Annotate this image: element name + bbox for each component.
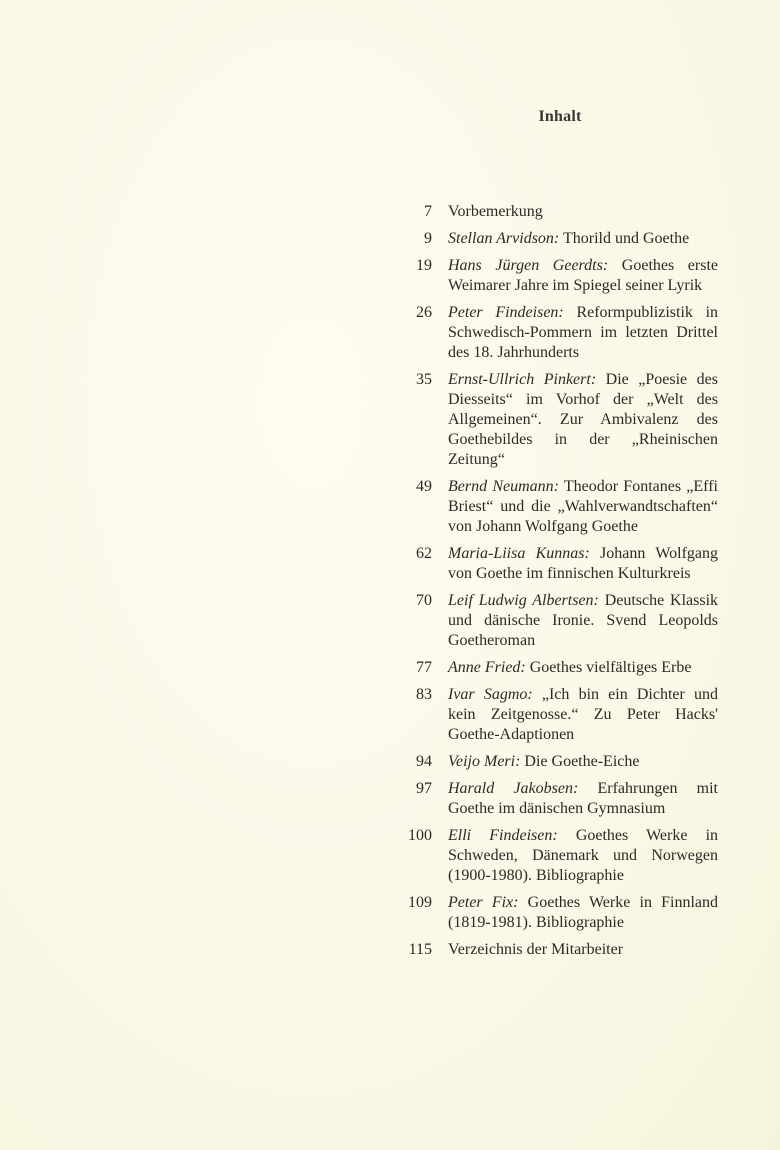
toc-entry — [380, 591, 720, 651]
author-name: Bernd Neumann: — [448, 478, 559, 495]
page-number: 49 — [416, 478, 432, 495]
author-name: Peter Fix: — [448, 894, 519, 911]
page-number: 26 — [416, 304, 432, 321]
page-number: 97 — [416, 780, 432, 797]
entry-text — [448, 779, 718, 819]
entry-text — [448, 303, 718, 363]
toc-entry — [380, 202, 720, 222]
entry-title: Goethes Werke in Finnland (1819-1981). Bibliographie — [448, 894, 719, 931]
author-name: Stellan Arvidson: — [448, 230, 560, 247]
toc-entry — [380, 477, 720, 537]
toc-entry — [380, 826, 720, 886]
author-name: Peter Findeisen: — [448, 304, 564, 321]
table-of-contents — [380, 202, 720, 967]
page-number: 70 — [416, 592, 432, 609]
author-name: Harald Jakobsen: — [448, 780, 579, 797]
entry-title: „Ich bin ein Dichter und kein Zeitgenosse.“ Zu Peter Hacks' Goethe-Adaptionen — [448, 686, 719, 743]
toc-entry — [380, 940, 720, 960]
entry-text — [448, 202, 718, 222]
entry-title: Vorbemerkung — [448, 203, 543, 220]
toc-entry — [380, 779, 720, 819]
entry-title: Deutsche Klassik und dänische Ironie. Svend Leopolds Goetheroman — [448, 592, 719, 649]
toc-entry — [380, 658, 720, 678]
author-name: Veijo Meri: — [448, 753, 521, 770]
entry-text — [448, 544, 718, 584]
page-number: 77 — [416, 659, 432, 676]
entry-title: Verzeichnis der Mitarbeiter — [448, 941, 624, 958]
toc-entry — [380, 752, 720, 772]
entry-title: Johann Wolfgang von Goethe im finnischen Kulturkreis — [448, 545, 719, 582]
entry-text — [448, 940, 718, 960]
entry-title: Reformpublizistik in Schwedisch-Pommern im letzten Drittel des 18. Jahrhunderts — [448, 304, 719, 361]
entry-text — [448, 256, 718, 296]
entry-text — [448, 591, 718, 651]
author-name: Ernst-Ullrich Pinkert: — [448, 371, 597, 388]
entry-text — [448, 826, 718, 886]
toc-entry — [380, 256, 720, 296]
entry-text — [448, 477, 718, 537]
page-number: 115 — [408, 941, 432, 958]
author-name: Maria-Liisa Kunnas: — [448, 545, 590, 562]
page-number: 19 — [416, 257, 432, 274]
author-name: Leif Ludwig Albertsen: — [448, 592, 599, 609]
author-name: Anne Fried: — [448, 659, 526, 676]
entry-text — [448, 685, 718, 745]
author-name: Elli Findeisen: — [448, 827, 558, 844]
page-number: 35 — [416, 371, 432, 388]
toc-entry — [380, 370, 720, 470]
entry-text — [448, 752, 718, 772]
toc-entry — [380, 229, 720, 249]
entry-title: Thorild und Goethe — [562, 230, 690, 247]
entry-title: Theodor Fontanes „Effi Briest“ und die „Wahlverwandtschaften“ von Johann Wolfgang Goethe — [448, 478, 718, 535]
author-name: Hans Jürgen Geerdts: — [448, 257, 609, 274]
page-number: 62 — [416, 545, 432, 562]
entry-text — [448, 229, 718, 249]
toc-entry — [380, 303, 720, 363]
page-number: 9 — [424, 230, 432, 247]
page-number: 100 — [408, 827, 432, 844]
entry-title: Die „Poesie des Diesseits“ im Vorhof der „Welt des Allgemeinen“. Zur Ambivalenz des Goethebildes in der „Rheinischen Zeitung“ — [448, 371, 718, 468]
entry-title: Die Goethe-Eiche — [524, 753, 640, 770]
toc-entry — [380, 685, 720, 745]
entry-title: Erfahrungen mit Goethe im dänischen Gymnasium — [448, 780, 718, 817]
page-title: Inhalt — [538, 108, 582, 125]
page-number: 94 — [416, 753, 432, 770]
page-number: 7 — [424, 203, 432, 220]
entry-title: Goethes Werke in Schweden, Dänemark und Norwegen (1900-1980). Bibliographie — [448, 827, 719, 884]
entry-text — [448, 893, 718, 933]
toc-entry — [380, 893, 720, 933]
page-number: 83 — [416, 686, 432, 703]
entry-text — [448, 370, 718, 470]
entry-title: Goethes erste Weimarer Jahre im Spiegel seiner Lyrik — [448, 257, 718, 294]
entry-text — [448, 658, 718, 678]
page-number: 109 — [408, 894, 432, 911]
entry-title: Goethes vielfältiges Erbe — [529, 659, 692, 676]
author-name: Ivar Sagmo: — [448, 686, 533, 703]
toc-entry — [380, 544, 720, 584]
